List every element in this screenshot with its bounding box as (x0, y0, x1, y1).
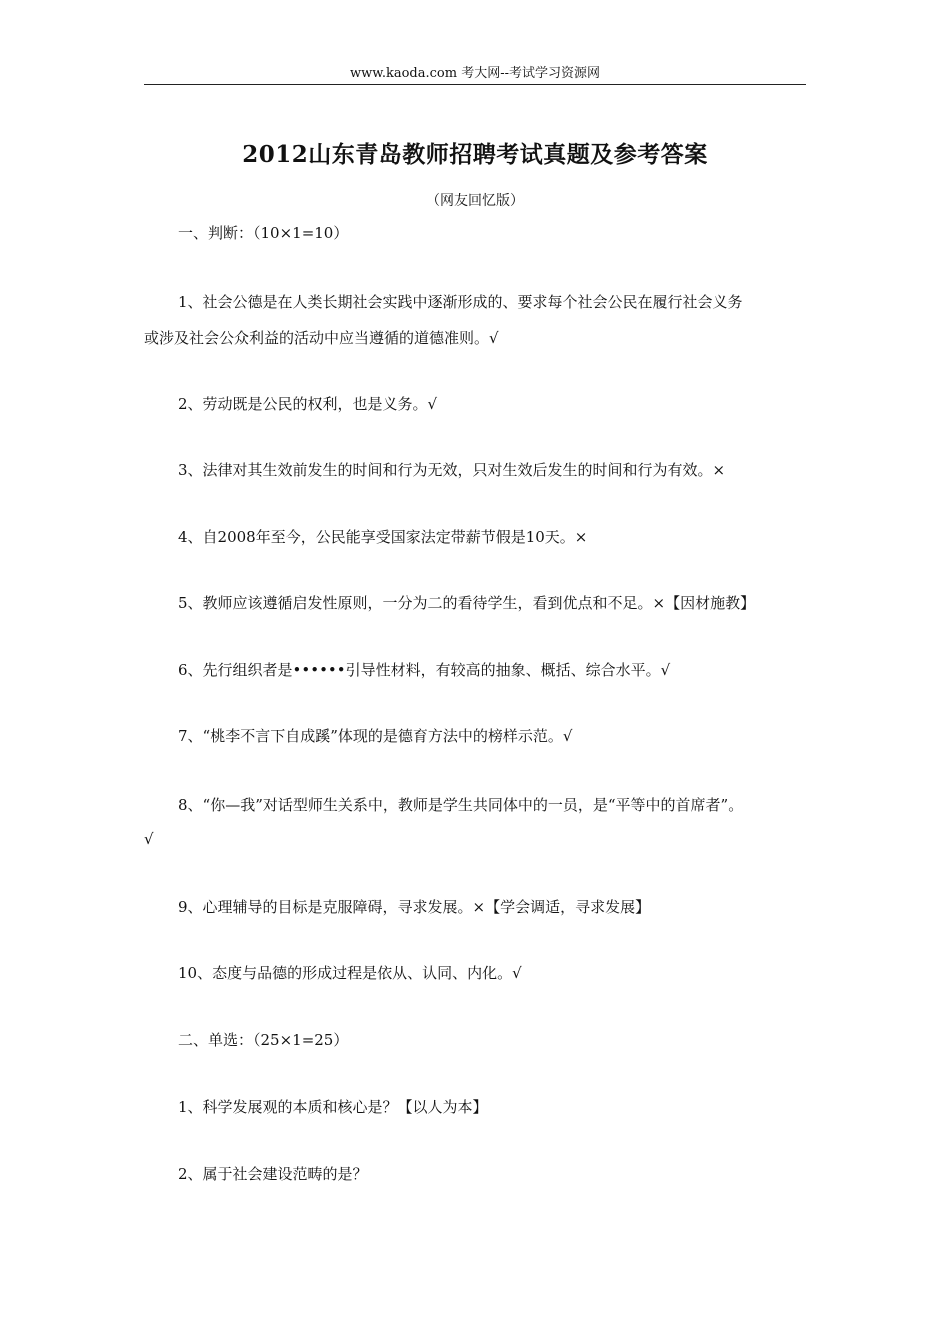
question-10: 10、态度与品德的形成过程是依从、认同、内化。√ (178, 964, 522, 982)
section-heading-judgment: 一、判断：（10×1=10） (178, 224, 349, 242)
page-header: www.kaoda.com 考大网--考试学习资源网 (350, 66, 600, 81)
header-rule (144, 84, 806, 85)
question-9: 9、心理辅导的目标是克服障碍，寻求发展。×【学会调适，寻求发展】 (178, 898, 651, 916)
section-heading-single-choice: 二、单选：（25×1=25） (178, 1031, 349, 1049)
page-subtitle: （网友回忆版） (426, 193, 524, 209)
question-2: 2、劳动既是公民的权利，也是义务。√ (178, 395, 438, 413)
choice-question-2: 2、属于社会建设范畴的是？ (178, 1165, 368, 1183)
page-title: 2012山东青岛教师招聘考试真题及参考答案 (242, 141, 708, 168)
question-5: 5、教师应该遵循启发性原则，一分为二的看待学生，看到优点和不足。×【因材施教】 (178, 594, 756, 612)
choice-question-1: 1、科学发展观的本质和核心是？【以人为本】 (178, 1098, 488, 1116)
question-1-line1: 1、社会公德是在人类长期社会实践中逐渐形成的、要求每个社会公民在履行社会义务 (178, 293, 743, 311)
question-3: 3、法律对其生效前发生的时间和行为无效，只对生效后发生的时间和行为有效。× (178, 461, 726, 479)
question-4: 4、自2008年至今，公民能享受国家法定带薪节假是10天。× (178, 528, 588, 546)
question-7: 7、“桃李不言下自成蹊”体现的是德育方法中的榜样示范。√ (178, 727, 573, 745)
question-8-line1: 8、“你—我”对话型师生关系中，教师是学生共同体中的一员，是“平等中的首席者”。 (178, 796, 744, 814)
question-8-line2: √ (144, 830, 154, 848)
question-6: 6、先行组织者是••••••引导性材料，有较高的抽象、概括、综合水平。√ (178, 661, 671, 679)
question-1-line2: 或涉及社会公众利益的活动中应当遵循的道德准则。√ (144, 329, 499, 347)
